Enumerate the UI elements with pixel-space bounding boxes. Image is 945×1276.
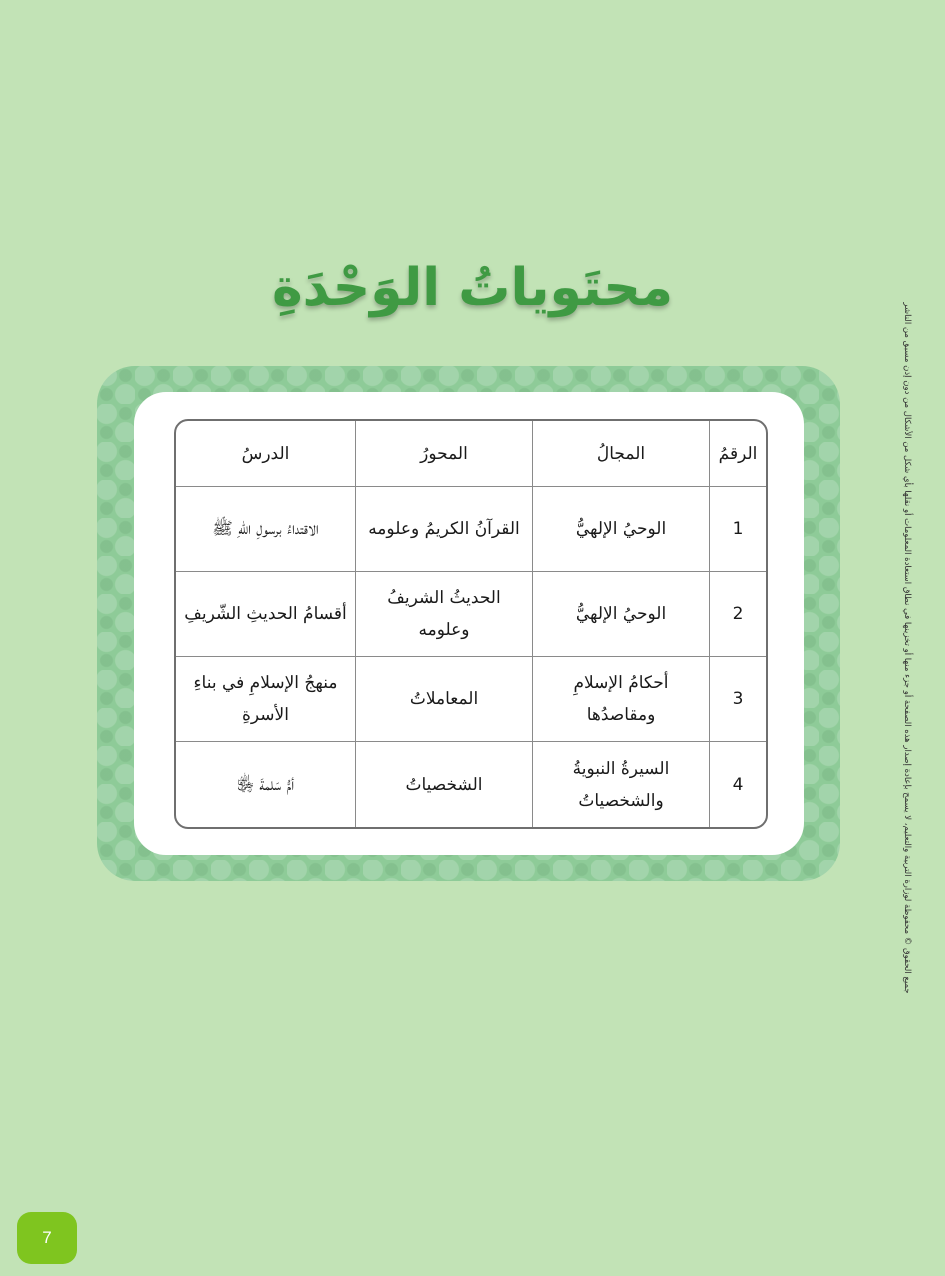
cell-field: الوحيُ الإلهيُّ bbox=[532, 487, 709, 572]
page-title: محتَوياتُ الوَحْدَةِ bbox=[271, 258, 674, 318]
table-row bbox=[176, 487, 766, 572]
cell-axis: القرآنُ الكريمُ وعلومه bbox=[355, 487, 532, 572]
cell-number: 4 bbox=[709, 742, 766, 827]
cell-number: 1 bbox=[709, 487, 766, 572]
page-number-badge: 7 bbox=[17, 1212, 77, 1264]
contents-table bbox=[174, 419, 768, 829]
table-row bbox=[176, 572, 766, 657]
cell-field: الوحيُ الإلهيُّ bbox=[532, 572, 709, 657]
table-header-row bbox=[176, 421, 766, 487]
cell-axis: الحديثُ الشريفُ وعلومه bbox=[355, 572, 532, 657]
copyright-notice: جميع الحقوق © محفوظة لوزارة التربية والتعليم، لا يسمح بإعادة إصدار هذه الصفحة أو جزء منها أو تخزينها في نطاق استعادة المعلومات أو نقلها بأي شكل من الأشكال من دون إذن مسبق من الناشر bbox=[902, 302, 912, 994]
cell-axis: المعاملاتُ bbox=[355, 657, 532, 742]
header-number: الرقمُ bbox=[709, 421, 766, 487]
table-row bbox=[176, 657, 766, 742]
header-field: المجالُ bbox=[532, 421, 709, 487]
cell-lesson: أمُّ سَلمةَ ﵂ bbox=[236, 774, 295, 795]
cell-number: 2 bbox=[709, 572, 766, 657]
cell-field: السيرةُ النبويةُ والشخصياتُ bbox=[532, 742, 709, 827]
header-axis: المحورُ bbox=[355, 421, 532, 487]
cell-axis: الشخصياتُ bbox=[355, 742, 532, 827]
cell-lesson: الاقتداءُ برسولِ اللّهِ ﷺ bbox=[176, 487, 355, 572]
cell-field: أحكامُ الإسلامِ ومقاصدُها bbox=[532, 657, 709, 742]
table-row bbox=[176, 742, 766, 827]
cell-lesson: منهجُ الإسلامِ في بناءِ الأسرةِ bbox=[176, 657, 355, 742]
header-lesson: الدرسُ bbox=[176, 421, 355, 487]
cell-lesson: أقسامُ الحديثِ الشّريفِ bbox=[176, 572, 355, 657]
cell-number: 3 bbox=[709, 657, 766, 742]
